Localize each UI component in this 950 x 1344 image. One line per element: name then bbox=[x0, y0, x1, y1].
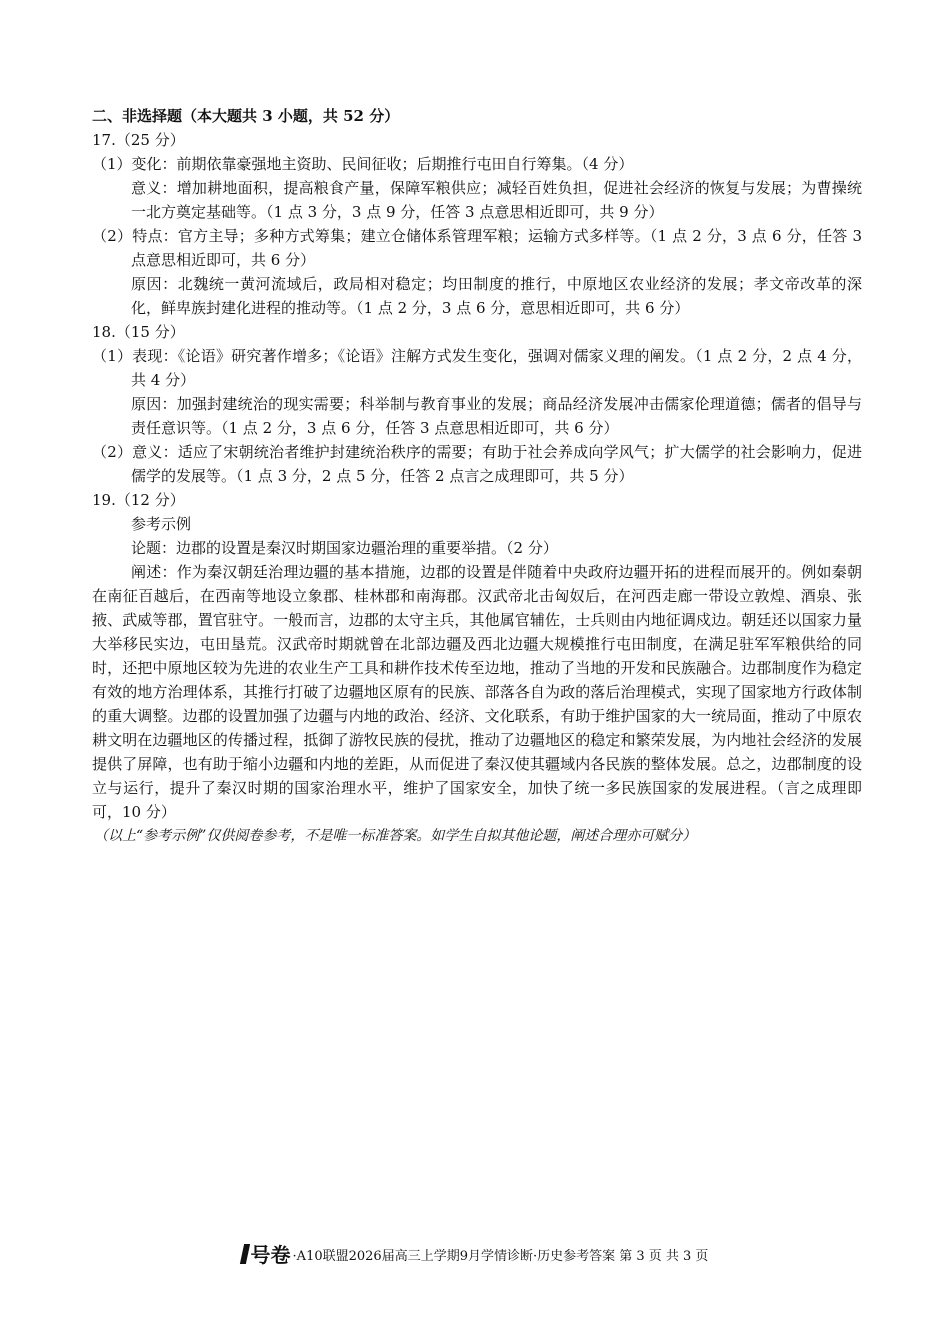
q19-note: （以上“参考示例”仅供阅卷参考，不是唯一标准答案。如学生自拟其他论题，阐述合理亦可赋分） bbox=[94, 828, 697, 844]
q19-thesis: 论题：边郡的设置是秦汉时期国家边疆治理的重要举措。（2 分） bbox=[131, 539, 558, 557]
q18-part1-performance: （1）表现：《论语》研究著作增多；《论语》注解方式发生变化，强调对儒家义理的阐发。（1 点 2 分，2 点 4 分，共 4 分） bbox=[92, 347, 862, 389]
q17-part1-meaning: 意义：增加耕地面积，提高粮食产量，保障军粮供应；减轻百姓负担，促进社会经济的恢复与发展；为曹操统一北方奠定基础等。（1 点 3 分，3 点 9 分，任答 3 点意思相近即可，共 9 分） bbox=[131, 179, 862, 221]
q18-part1-reason: 原因：加强封建统治的现实需要；科举制与教育事业的发展；商品经济发展冲击儒家伦理道德；儒者的倡导与责任意识等。（1 点 2 分，3 点 6 分，任答 3 点意思相近即可，共 6 分） bbox=[131, 395, 862, 437]
q18-header: 18.（15 分） bbox=[92, 323, 185, 341]
q19-essay: 阐述：作为秦汉朝廷治理边疆的基本措施，边郡的设置是伴随着中央政府边疆开拓的进程而展开的。例如秦朝在南征百越后，在西南等地设立象郡、桂林郡和南海郡。汉武帝北击匈奴后，在河西走廊一带设立敦煌、酒泉、张掖、武威等郡，置官驻守。一般而言，边郡的太守主兵，其他属官辅佐，士兵则由内地征调戍边。朝廷还以国家力量大举移民实边，屯田垦荒。汉武帝时期就曾在北部边疆及西北边疆大规模推行屯田制度，在满足驻军军粮供给的同时，还把中原地区较为先进的农业生产工具和耕作技术传至边地，推动了当地的开发和民族融合。边郡制度作为稳定有效的地方治理体系，其推行打破了边疆地区原有的民族、部落各自为政的落后治理模式，实现了国家地方行政体制的重大调整。边郡的设置加强了边疆与内地的政治、经济、文化联系，有助于维护国家的大一统局面，推动了中原农耕文明在边疆地区的传播过程，抵御了游牧民族的侵扰，推动了边疆地区的稳定和繁荣发展，为内地社会经济的发展提供了屏障，也有助于缩小边疆和内地的差距，从而促进了秦汉使其疆域内各民族的整体发展。总之，边郡制度的设立与运行，提升了秦汉时期的国家治理水平，维护了国家安全，加快了统一多民族国家的发展进程。（言之成理即可，10 分） bbox=[92, 563, 862, 821]
q18-part2-meaning: （2）意义：适应了宋朝统治者维护封建统治秩序的需要；有助于社会养成向学风气；扩大儒学的社会影响力，促进儒学的发展等。（1 点 3 分，2 点 5 分，任答 2 点言之成理即可，共 5 分） bbox=[92, 443, 862, 485]
footer-text: ·A10联盟2026届高三上学期9月学情诊断·历史参考答案 第 3 页 共 3 页 bbox=[292, 1249, 709, 1264]
q17-header: 17.（25 分） bbox=[92, 131, 185, 149]
section-title: 二、非选择题（本大题共 3 小题，共 52 分） bbox=[92, 107, 400, 125]
brand-logo-mark bbox=[239, 1244, 249, 1264]
brand-logo-text: 号卷 bbox=[250, 1243, 291, 1267]
q17-part2-features: （2）特点：官方主导；多种方式筹集；建立仓储体系管理军粮；运输方式多样等。（1 点 2 分，3 点 6 分，任答 3 点意思相近即可，共 6 分） bbox=[92, 227, 862, 269]
answer-sheet-page bbox=[92, 104, 862, 848]
q17-part1-change: （1）变化：前期依靠豪强地主资助、民间征收；后期推行屯田自行筹集。（4 分） bbox=[92, 155, 634, 173]
q19-example-label: 参考示例 bbox=[131, 515, 192, 533]
q19-header: 19.（12 分） bbox=[92, 491, 185, 509]
q17-part2-reason: 原因：北魏统一黄河流域后，政局相对稳定；均田制度的推行，中原地区农业经济的发展；孝文帝改革的深化，鲜卑族封建化进程的推动等。（1 点 2 分，3 点 6 分，意思相近即可，共 6 分） bbox=[131, 275, 862, 317]
page-footer bbox=[0, 1244, 950, 1268]
